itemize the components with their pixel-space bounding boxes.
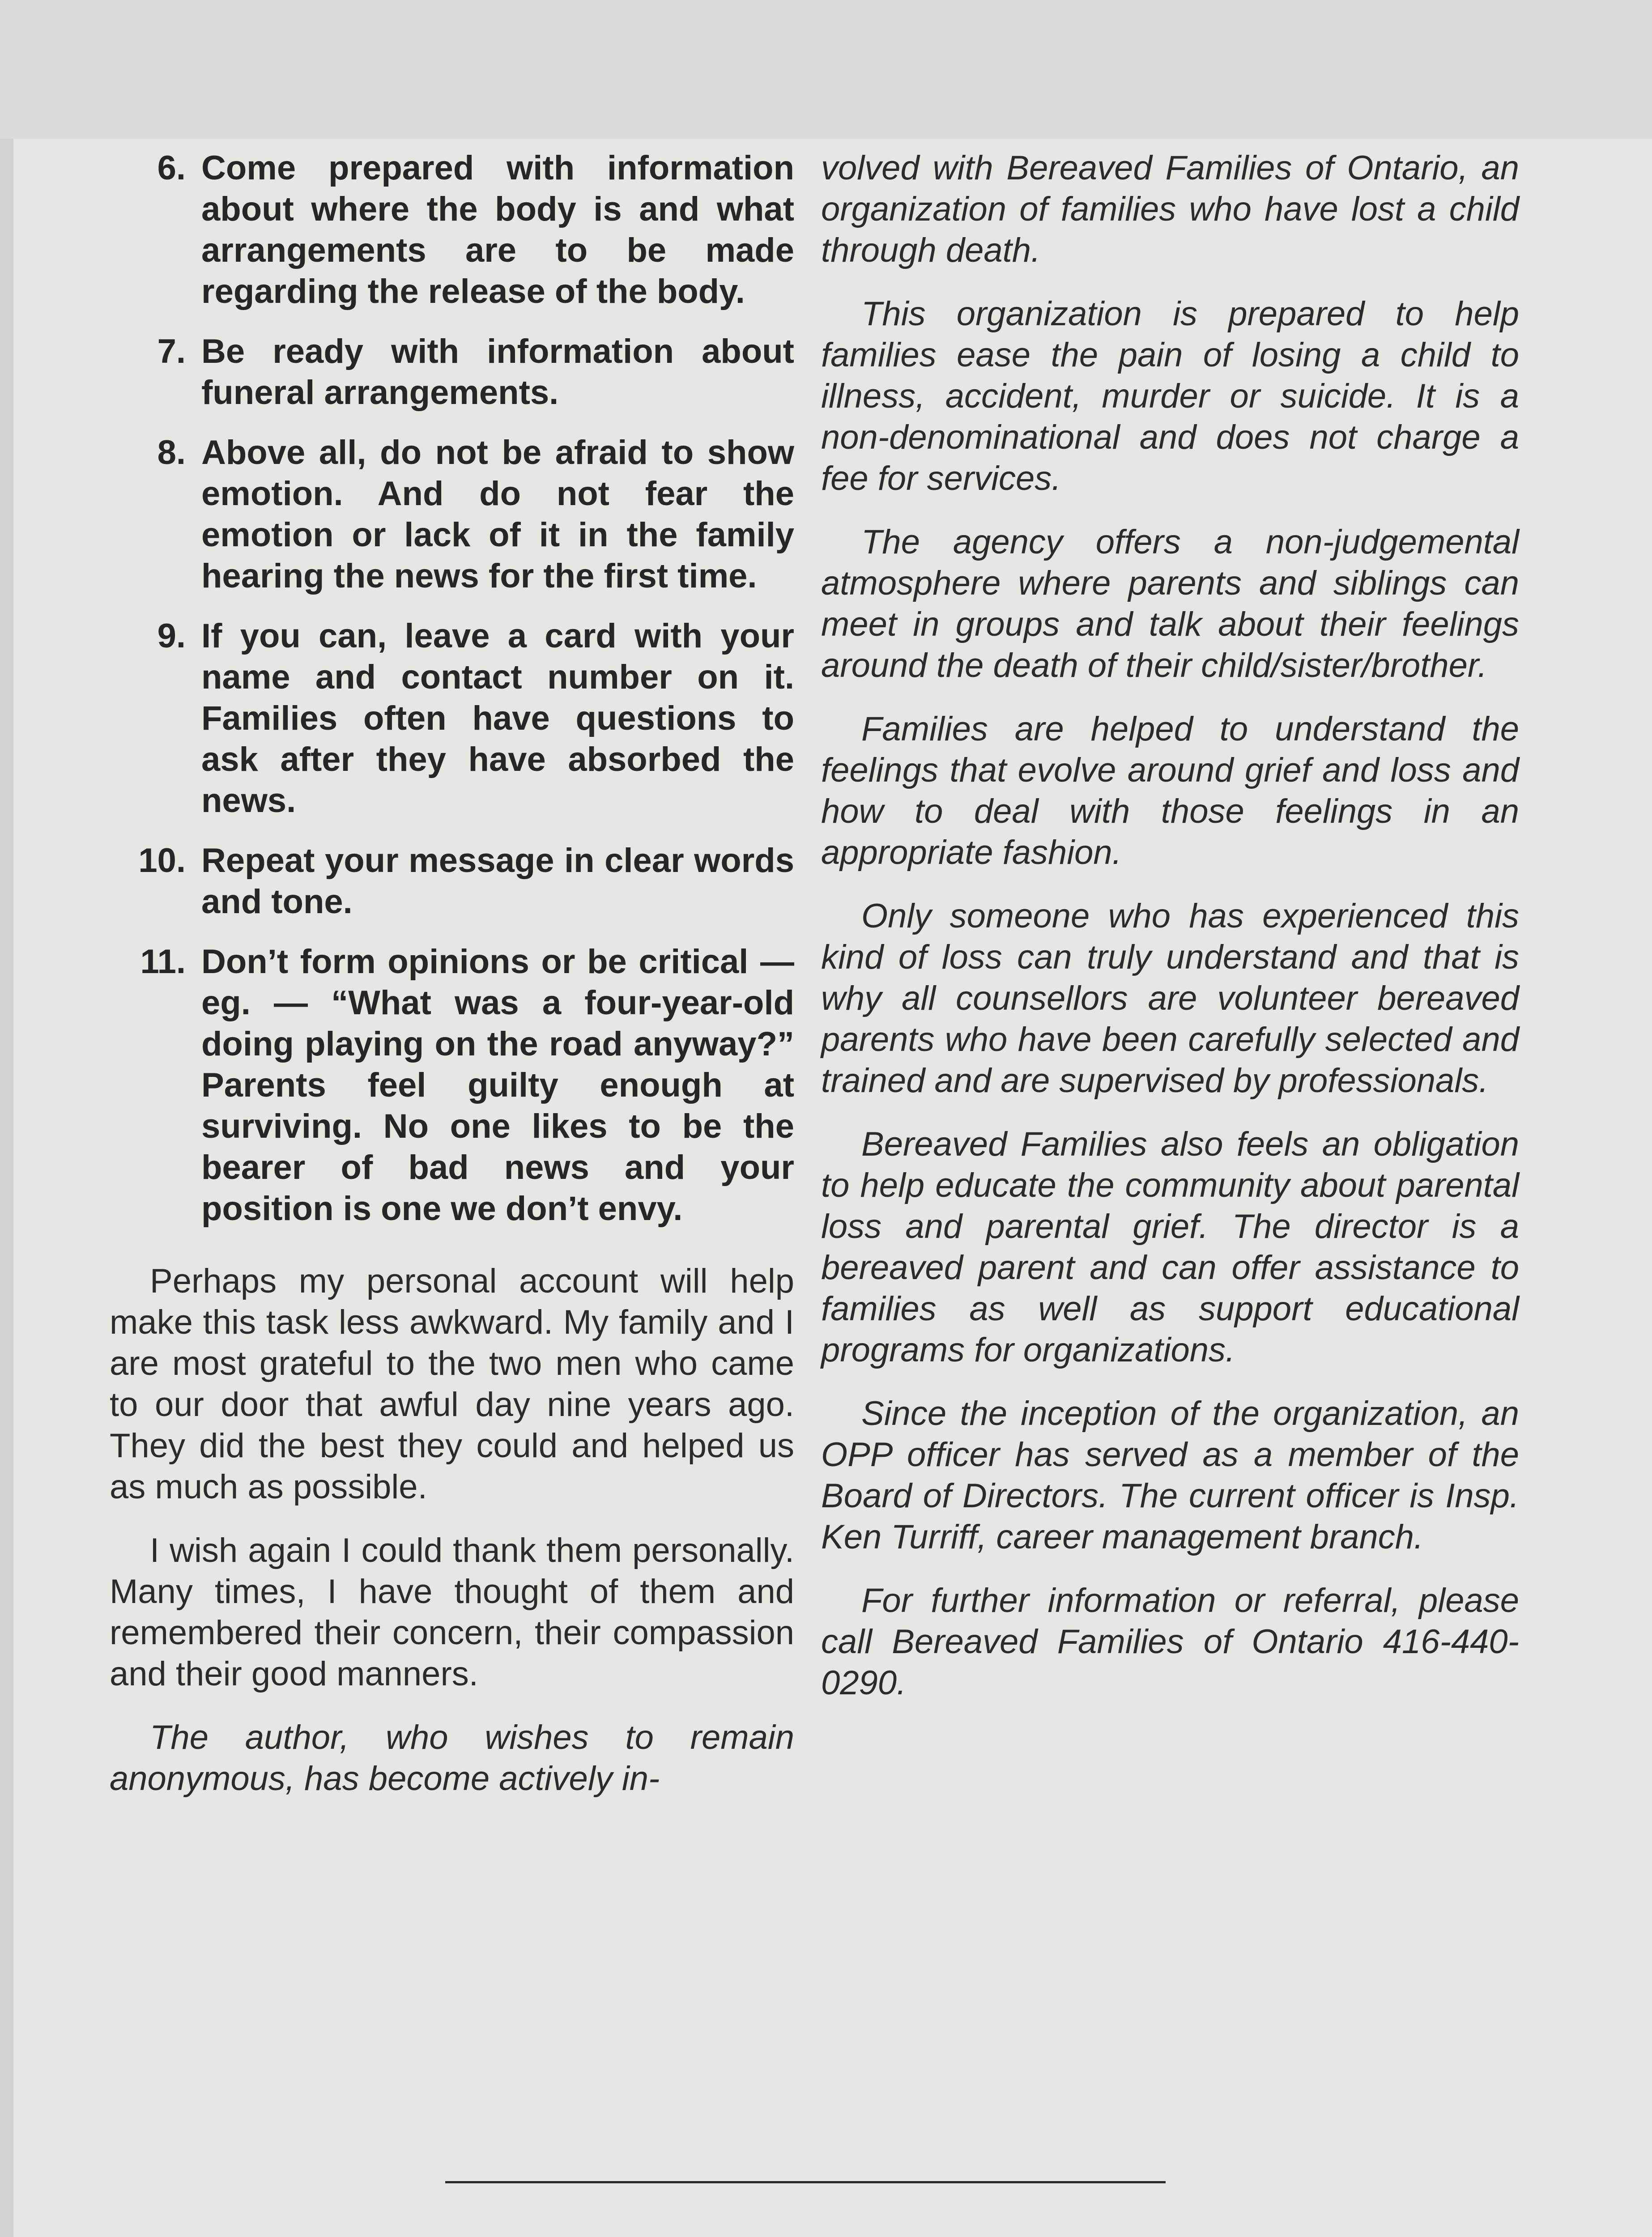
list-number: 6.: [157, 149, 186, 187]
body-paragraph: Bereaved Families also feels an obligation to help educate the community about parental loss and parental grief. The director is a bereaved parent and can offer assistance to families as well as support educational programs for organizations.: [821, 1125, 1519, 1369]
body-paragraph: Since the inception of the organization, an OPP officer has served as a member of the Board of Directors. The current officer is Insp. Ken Turriff, career management branch.: [821, 1395, 1519, 1556]
body-paragraph: The agency offers a non-judgemental atmosphere where parents and siblings can meet in groups and talk about their feelings around the death of their child/sister/brother.: [821, 523, 1519, 685]
list-text: Come prepared with information about where the body is and what arrangements are to be made regarding the release of the body.: [201, 149, 794, 310]
list-number: 7.: [157, 332, 186, 370]
body-paragraph: Perhaps my personal account will help make this task less awkward. My family and I are most grateful to the two men who came to our door that awful day nine years ago. They did the best they could and helped us as much as possible.: [110, 1262, 794, 1506]
list-number: 11.: [140, 943, 186, 981]
list-item: [110, 616, 794, 821]
left-body-text: [110, 1261, 794, 1799]
body-paragraph: Only someone who has experienced this kind of loss can truly understand and that is why all counsellors are volunteer bereaved parents who have been carefully selected and trained and are supervised by professionals.: [821, 897, 1519, 1100]
list-number: 9.: [157, 617, 186, 655]
top-margin-band: [0, 0, 1652, 139]
author-note-continued: volved with Bereaved Families of Ontario, an organization of families who have lost a child through death.: [821, 149, 1519, 269]
list-item: [110, 148, 794, 312]
section-divider-rule: [445, 2181, 1166, 2183]
list-item: [110, 331, 794, 413]
list-text: If you can, leave a card with your name and contact number on it. Families often have questions to ask after they have absorbed the news.: [201, 617, 794, 820]
list-number: 10.: [138, 842, 186, 880]
contact-paragraph: For further information or referral, please call Bereaved Families of Ontario 416-440-0290.: [821, 1582, 1519, 1702]
body-paragraph: I wish again I could thank them personally. Many times, I have thought of them and remembered their concern, their compassion and their good manners.: [110, 1531, 794, 1693]
page-edge: [0, 0, 13, 2237]
list-text: Don’t form opinions or be critical — eg. — “What was a four-year-old doing playing on the road anyway?” Parents feel guilty enough at surviving. No one likes to be the bearer of bad news and your position is one we don’t envy.: [201, 943, 794, 1228]
list-item: [110, 941, 794, 1229]
body-paragraph: This organization is prepared to help families ease the pain of losing a child to illness, accident, murder or suicide. It is a non-denominational and does not charge a fee for services.: [821, 295, 1519, 498]
list-text: Above all, do not be afraid to show emotion. And do not fear the emotion or lack of it in the family hearing the news for the first time.: [201, 434, 794, 595]
list-number: 8.: [157, 434, 186, 472]
author-note: The author, who wishes to remain anonymous, has become actively in-: [110, 1718, 794, 1798]
right-column: [821, 148, 1519, 1726]
left-column: [110, 148, 794, 1822]
list-text: Repeat your message in clear words and tone.: [201, 842, 794, 921]
list-item: [110, 432, 794, 597]
body-paragraph: Families are helped to understand the feelings that evolve around grief and loss and how to deal with those feelings in an appropriate fashion.: [821, 710, 1519, 872]
list-text: Be ready with information about funeral arrangements.: [201, 332, 794, 412]
list-item: [110, 840, 794, 923]
